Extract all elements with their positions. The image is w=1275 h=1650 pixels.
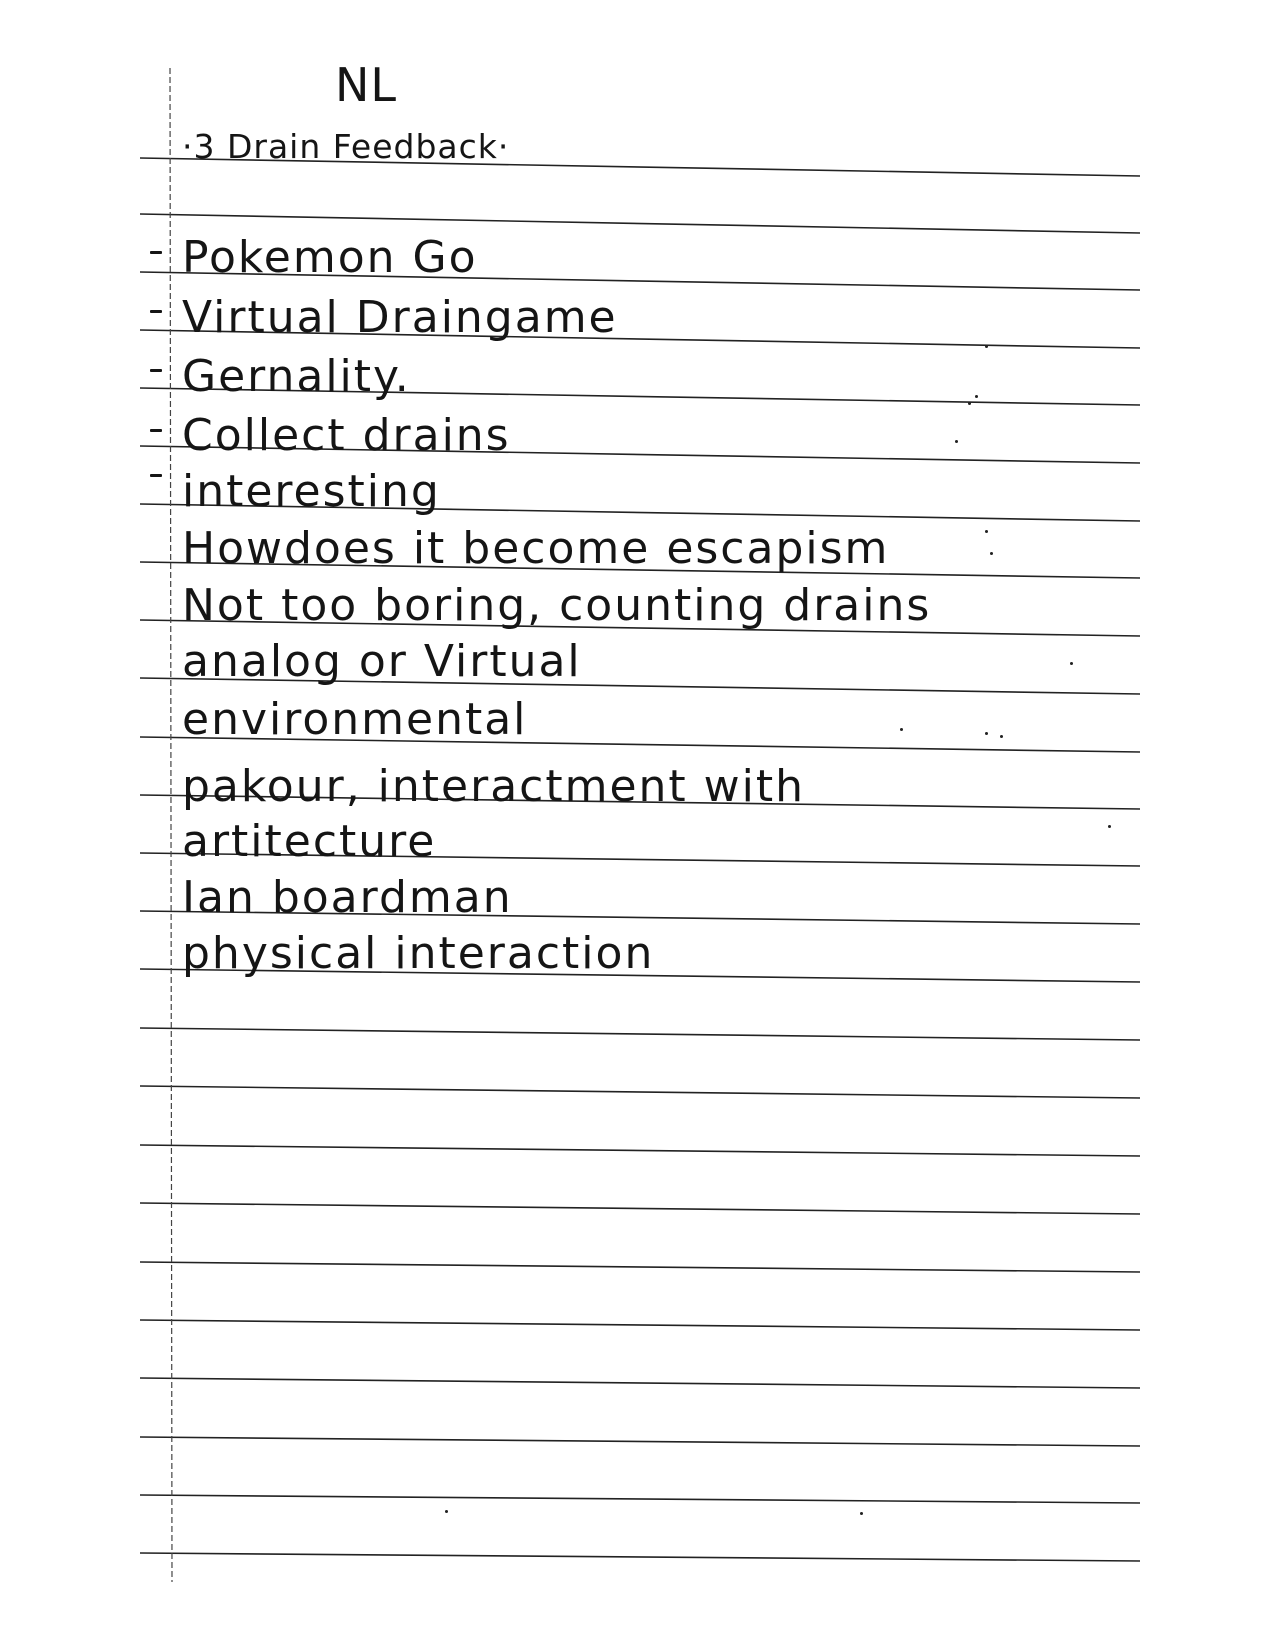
bullet-item: Gernality. xyxy=(182,351,411,402)
note-line: physical interaction xyxy=(182,928,655,979)
paper-speck xyxy=(968,402,971,405)
note-line: Howdoes it become escapism xyxy=(182,523,890,574)
paper-speck xyxy=(985,732,988,735)
page-title: ·3 Drain Feedback· xyxy=(182,127,510,166)
paper-speck xyxy=(955,440,958,443)
paper-speck xyxy=(975,395,978,398)
paper-speck xyxy=(1108,825,1111,828)
paper-speck xyxy=(1000,735,1003,738)
note-line: analog or Virtual xyxy=(182,636,582,687)
note-line: Ian boardman xyxy=(182,872,513,923)
paper-speck xyxy=(445,1510,448,1513)
paper-speck xyxy=(1070,662,1073,665)
paper-speck xyxy=(860,1512,863,1515)
bullet-item: Virtual Draingame xyxy=(182,292,618,343)
note-line: pakour, interactment with xyxy=(182,761,806,812)
note-line: artitecture xyxy=(182,816,437,867)
author-initials: NL xyxy=(335,58,398,112)
paper-speck xyxy=(900,728,903,731)
bullet-dash xyxy=(150,474,162,477)
bullet-item: interesting xyxy=(182,466,441,517)
note-line: environmental xyxy=(182,694,528,745)
bullet-dash xyxy=(150,251,162,254)
paper-speck xyxy=(990,552,993,555)
margin-line xyxy=(170,68,172,1582)
bullet-dash xyxy=(150,310,162,313)
bullet-item: Pokemon Go xyxy=(182,232,478,283)
bullet-dash xyxy=(150,429,162,432)
note-line: Not too boring, counting drains xyxy=(182,580,932,631)
paper-speck xyxy=(985,345,988,348)
paper-speck xyxy=(985,530,988,533)
bullet-dash xyxy=(150,369,162,372)
bullet-item: Collect drains xyxy=(182,410,511,461)
